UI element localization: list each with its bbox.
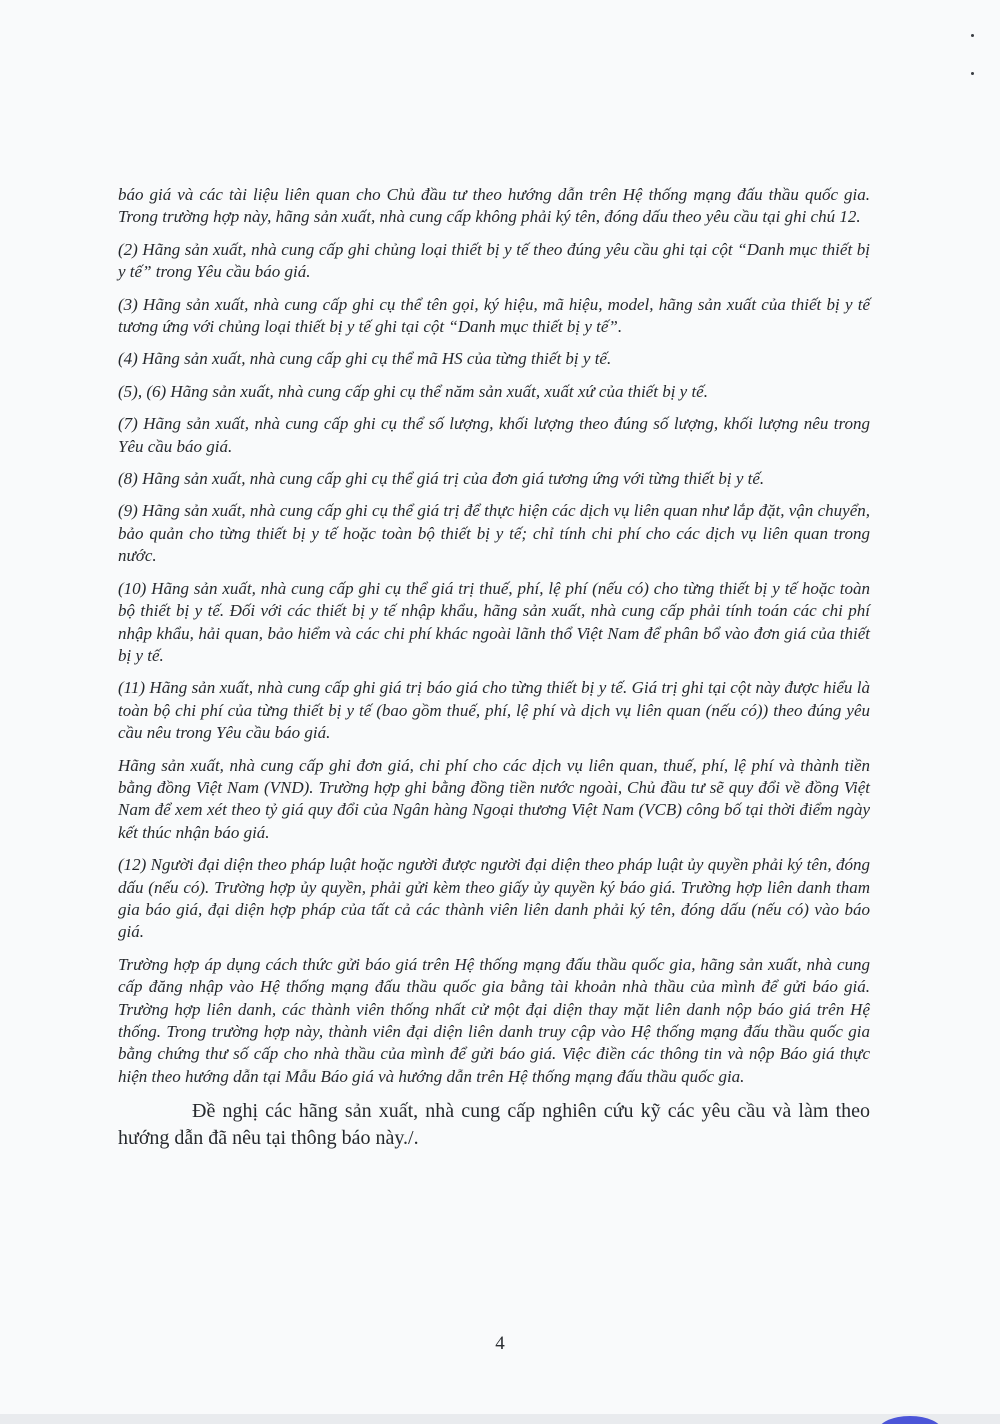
- closing-statement: Đề nghị các hãng sản xuất, nhà cung cấp nghiên cứu kỹ các yêu cầu và làm theo hướng dẫn đã nêu tại thông báo này./.: [118, 1100, 870, 1150]
- scan-speck: [971, 72, 974, 75]
- note-paragraph: Trường hợp áp dụng cách thức gửi báo giá trên Hệ thống mạng đấu thầu quốc gia, hãng sản xuất, nhà cung cấp đăng nhập vào Hệ thống mạng đấu thầu quốc gia bằng tài khoản nhà thầu của mình để gửi báo giá. Trường hợp liên danh, các thành viên thống nhất cử một đại diện thay mặt liên danh nộp báo giá trên Hệ thống. Trong trường hợp này, thành viên đại diện liên danh truy cập vào Hệ thống mạng đấu thầu quốc gia bằng chứng thư số cấp cho nhà thầu của mình để gửi báo giá. Việc điền các thông tin và nộp Báo giá thực hiện theo hướng dẫn tại Mẫu Báo giá và hướng dẫn trên Hệ thống mạng đấu thầu quốc gia.: [118, 954, 870, 1086]
- note-paragraph: (4) Hãng sản xuất, nhà cung cấp ghi cụ thể mã HS của từng thiết bị y tế.: [118, 349, 612, 369]
- scan-speck: [971, 34, 974, 37]
- note-paragraph: (12) Người đại diện theo pháp luật hoặc người được người đại diện theo pháp luật ủy quyền phải ký tên, đóng dấu (nếu có). Trường hợp ủy quyền, phải gửi kèm theo giấy ủy quyền ký báo giá. Trường hợp liên danh tham gia báo giá, đại diện hợp pháp của tất cả các thành viên liên danh phải ký tên, đóng dấu (nếu có) vào báo giá.: [118, 855, 870, 942]
- note-paragraph: Hãng sản xuất, nhà cung cấp ghi đơn giá, chi phí cho các dịch vụ liên quan, thuế, phí, lệ phí và thành tiền bằng đồng Việt Nam (VND). Trường hợp ghi bằng đồng tiền nước ngoài, Chủ đầu tư sẽ quy đổi về đồng Việt Nam để xem xét theo tỷ giá quy đổi của Ngân hàng Ngoại thương Việt Nam (VCB) công bố tại thời điểm ngày kết thúc nhận báo giá.: [118, 755, 870, 842]
- note-paragraph: (11) Hãng sản xuất, nhà cung cấp ghi giá trị báo giá cho từng thiết bị y tế. Giá trị ghi tại cột này được hiểu là toàn bộ chi phí của từng thiết bị y tế (bao gồm thuế, phí, lệ phí và dịch vụ liên quan (nếu có)) theo đúng yêu cầu nêu trong Yêu cầu báo giá.: [118, 678, 870, 743]
- note-paragraph: (10) Hãng sản xuất, nhà cung cấp ghi cụ thể giá trị thuế, phí, lệ phí (nếu có) cho từng thiết bị y tế hoặc toàn bộ thiết bị y tế. Đối với các thiết bị y tế nhập khẩu, hãng sản xuất, nhà cung cấp phải tính toán các chi phí nhập khẩu, hải quan, bảo hiểm và các chi phí khác ngoài lãnh thổ Việt Nam để phân bổ vào đơn giá của thiết bị y tế.: [118, 578, 870, 665]
- note-paragraph: (7) Hãng sản xuất, nhà cung cấp ghi cụ thể số lượng, khối lượng theo đúng số lượng, khối lượng nêu trong Yêu cầu báo giá.: [118, 414, 870, 456]
- note-paragraph: báo giá và các tài liệu liên quan cho Chủ đầu tư theo hướng dẫn trên Hệ thống mạng đấu thầu quốc gia. Trong trường hợp này, hãng sản xuất, nhà cung cấp không phải ký tên, đóng dấu theo yêu cầu tại ghi chú 12.: [118, 185, 870, 227]
- scan-edge: [0, 1414, 1000, 1424]
- note-paragraph: (2) Hãng sản xuất, nhà cung cấp ghi chủng loại thiết bị y tế theo đúng yêu cầu ghi tại cột “Danh mục thiết bị y tế” trong Yêu cầu báo giá.: [118, 239, 870, 282]
- document-body: [118, 184, 870, 1152]
- note-paragraph: (8) Hãng sản xuất, nhà cung cấp ghi cụ thể giá trị của đơn giá tương ứng với từng thiết bị y tế.: [118, 469, 765, 489]
- page-number: 4: [495, 1333, 505, 1354]
- note-paragraph: (9) Hãng sản xuất, nhà cung cấp ghi cụ thể giá trị để thực hiện các dịch vụ liên quan như lắp đặt, vận chuyển, bảo quản cho từng thiết bị y tế hoặc toàn bộ thiết bị y tế; chỉ tính chi phí cho các dịch vụ liên quan trong nước.: [118, 501, 870, 566]
- note-paragraph: (3) Hãng sản xuất, nhà cung cấp ghi cụ thể tên gọi, ký hiệu, mã hiệu, model, hãng sản xuất của thiết bị y tế tương ứng với chủng loại thiết bị y tế ghi tại cột “Danh mục thiết bị y tế”.: [118, 294, 870, 337]
- note-paragraph: (5), (6) Hãng sản xuất, nhà cung cấp ghi cụ thể năm sản xuất, xuất xứ của thiết bị y tế.: [118, 381, 708, 401]
